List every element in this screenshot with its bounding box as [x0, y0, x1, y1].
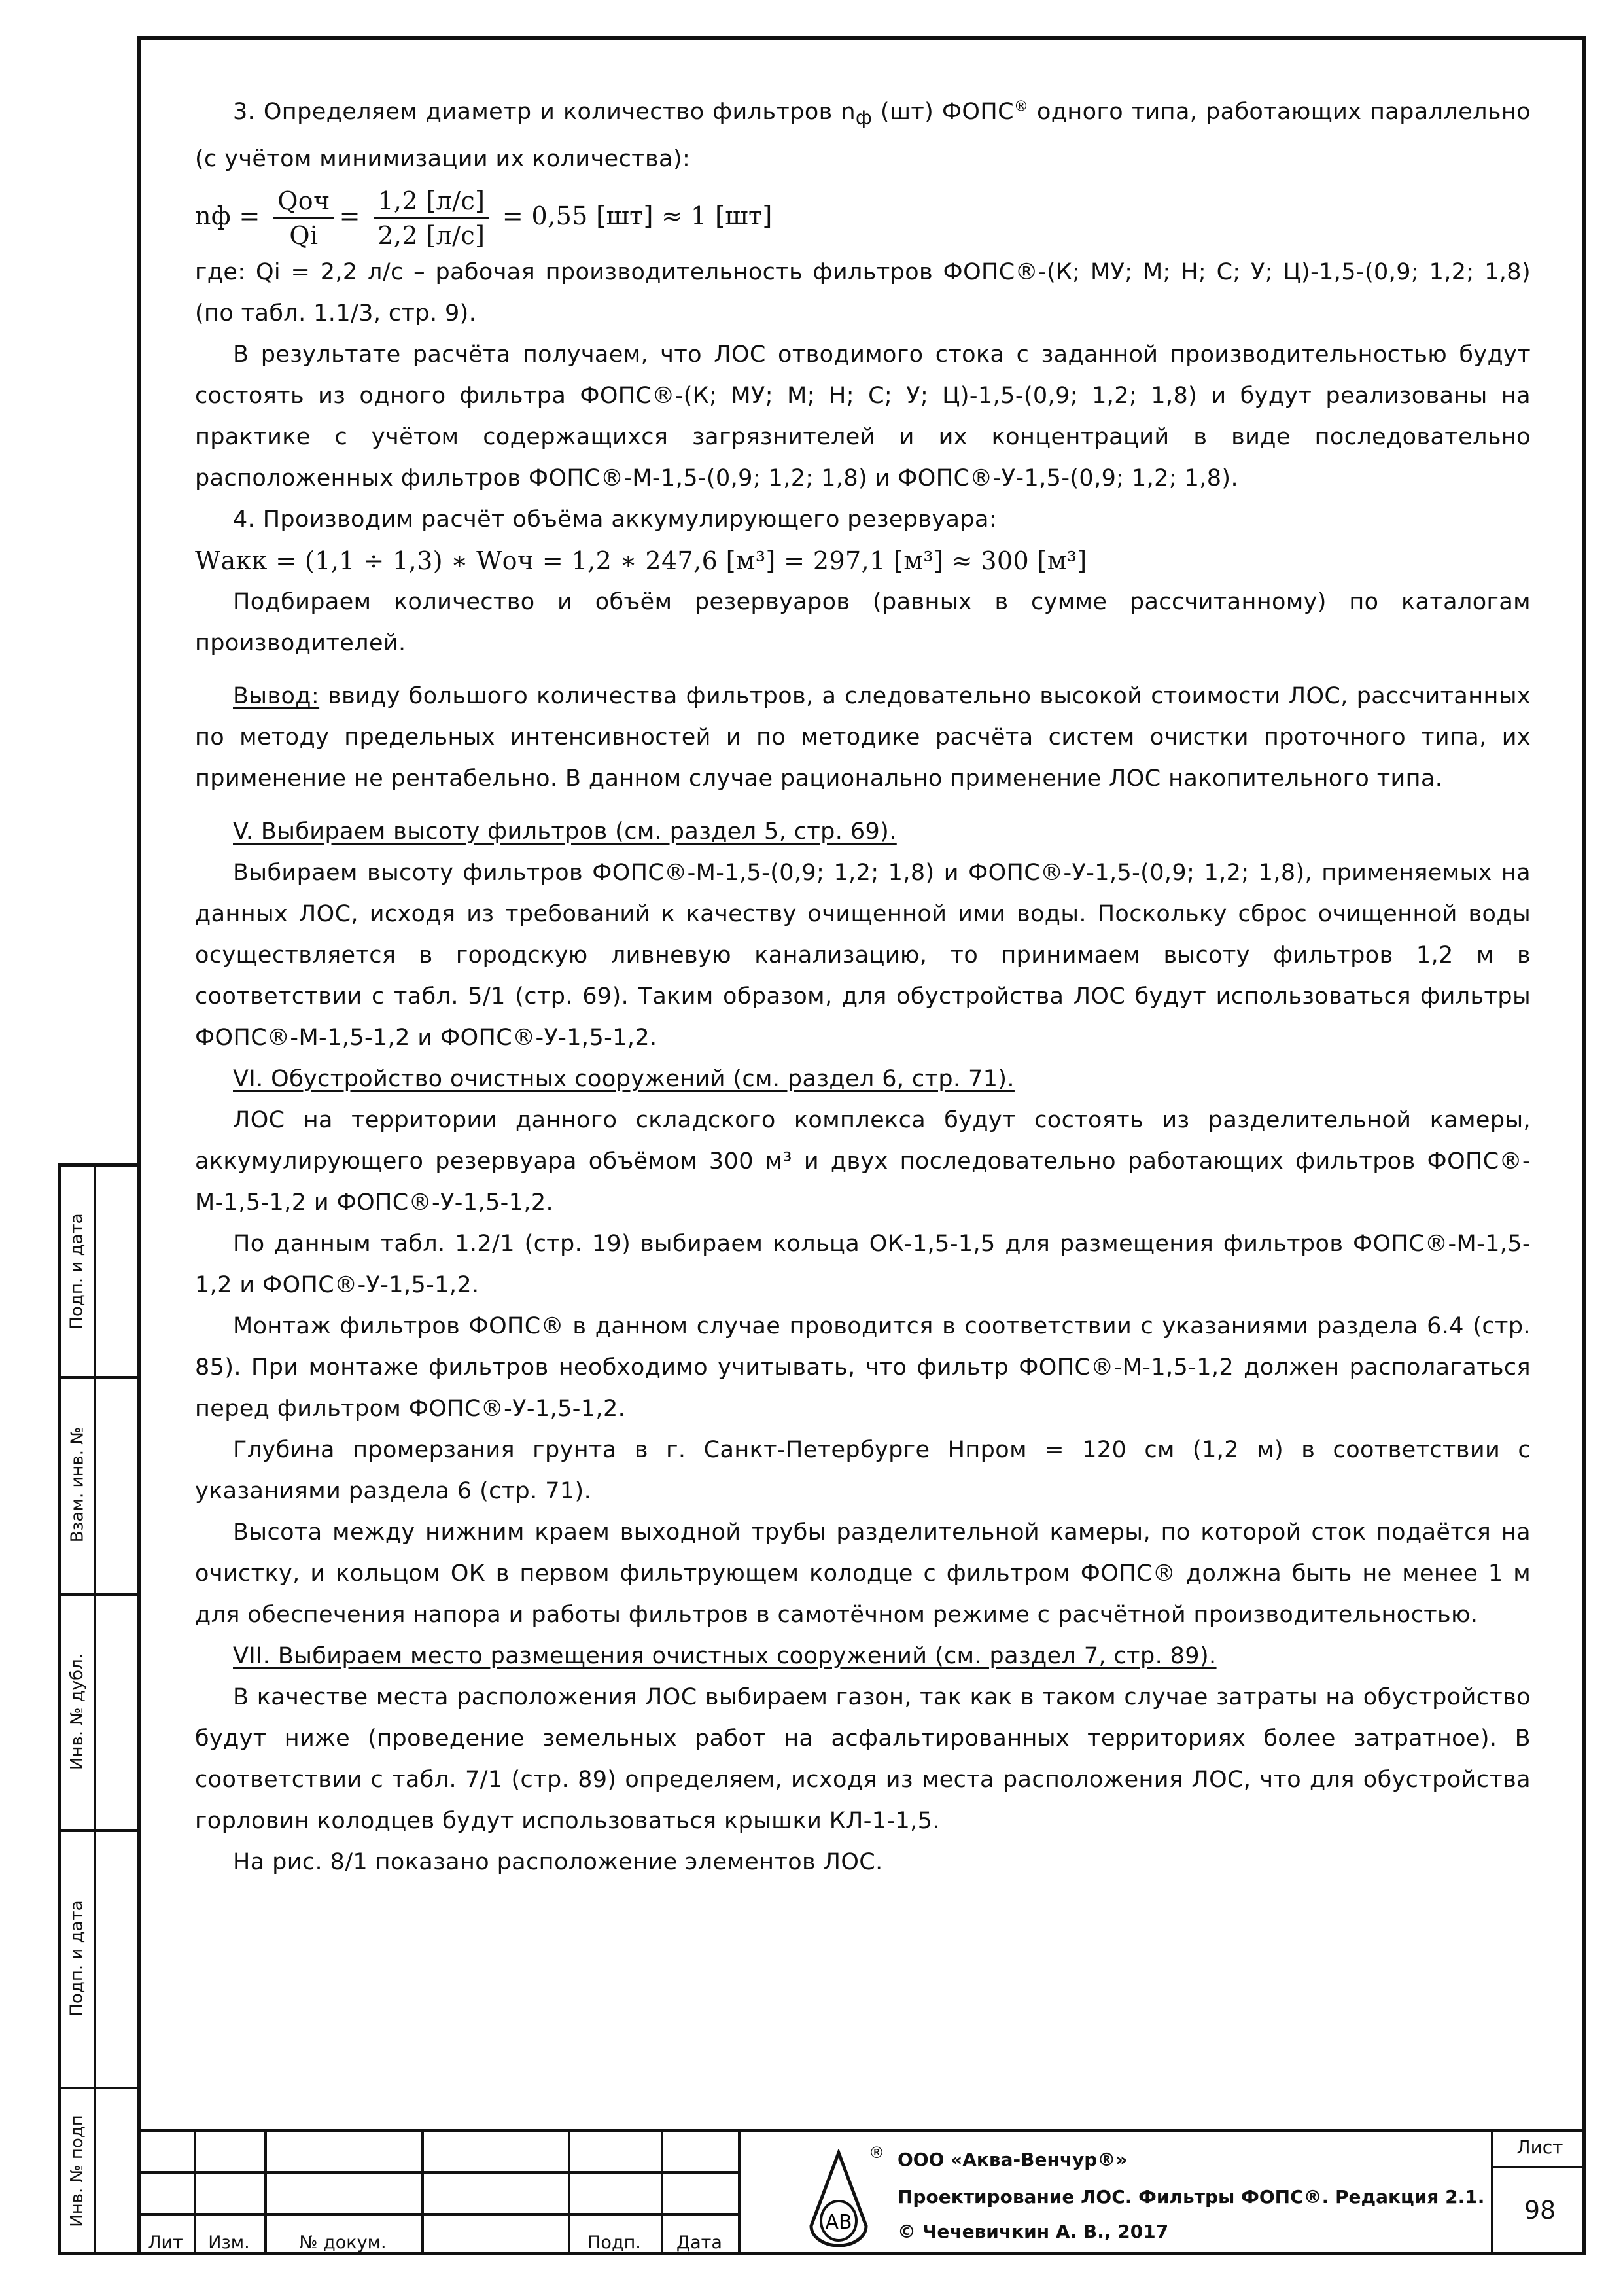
paragraph-step-4: 4. Производим расчёт объёма аккумулирующего резервуара:	[233, 506, 998, 533]
logo-text: АВ	[825, 2211, 852, 2234]
section-heading-v	[195, 811, 1531, 853]
paragraph-where: где: Qi = 2,2 л/с – рабочая производительность фильтров ФОПС®-(К; МУ; М; Н; С; У; Ц)-1,5-(0,9; 1,2; 1,8) (по табл. 1.1/3, стр. 9).	[195, 259, 1531, 327]
fraction-numeric	[374, 186, 489, 251]
formula-tank-volume: Wакк = (1,1 ÷ 1,3) ∗ Wоч = 1,2 ∗ 247,6 [м³] = 297,1 [м³] ≈ 300 [м³]	[195, 546, 1087, 575]
logo-registered-mark: ®	[869, 2144, 884, 2162]
side-stamp-divider	[94, 1167, 96, 2252]
paragraph-location: В качестве места расположения ЛОС выбираем газон, так как в таком случае затраты на обустройство будут ниже (проведение земельных работ на асфальтированных территориях более затратное). В соответствии с табл. 7/1 (стр. 89) определяем, исходя из места расположения ЛОС, что для обустройства горловин колодцев будут использоваться крышки КЛ-1-1,5.	[195, 1684, 1531, 1834]
column-izm: Изм.	[208, 2233, 250, 2253]
paragraph-step-3	[195, 92, 1531, 180]
column-lit: Лит	[148, 2233, 183, 2253]
revision-col-line	[421, 2129, 424, 2255]
sheet-number-box	[1491, 2129, 1586, 2255]
sheet-number: 98	[1524, 2196, 1556, 2225]
spacer	[195, 664, 1531, 676]
side-stamp	[58, 1163, 141, 2255]
org-name: ООО «Аква-Венчур®»	[898, 2149, 1128, 2170]
paragraph-figure-ref: На рис. 8/1 показано расположение элементов ЛОС.	[233, 1849, 883, 1875]
document-title: Проектирование ЛОС. Фильтры ФОПС®. Редакция 2.1.	[898, 2186, 1485, 2208]
side-stamp-orig-inv: Инв. № подп	[67, 2115, 87, 2227]
side-stamp-dup-inv: Инв. № дубл.	[67, 1653, 88, 1770]
section-heading-vii	[195, 1636, 1531, 1677]
paragraph-result: В результате расчёта получаем, что ЛОС отводимого стока с заданной производительностью будут состоять из одного фильтра ФОПС®-(К; МУ; М; Н; С; У; Ц)-1,5-(0,9; 1,2; 1,8) и будут реализованы на практике с учётом содержащихся загрязнителей и их концентраций в виде последовательно расположенных фильтров ФОПС®-М-1,5-(0,9; 1,2; 1,8) и ФОПС®-У-1,5-(0,9; 1,2; 1,8).	[195, 342, 1531, 491]
text-run: ввиду большого количества фильтров, а следовательно высокой стоимости ЛОС, рассчитанных по методу предельных интенсивностей и по методике расчёта систем очистки проточного типа, их применение не рентабельно. В данном случае рационально применение ЛОС накопительного типа.	[195, 683, 1531, 792]
side-stamp-sign-date-2: Подп. и дата	[67, 1899, 87, 2017]
fraction-numerator: 1,2 [л/с]	[374, 186, 489, 219]
paragraph-composition: ЛОС на территории данного складского комплекса будут состоять из разделительной камеры, аккумулирующего резервуара объёмом 300 м³ и двух последовательно работающих фильтров ФОПС®-М-1,5-1,2 и ФОПС®-У-1,5-1,2.	[195, 1107, 1531, 1216]
formula-rhs: = 0,55 [шт] ≈ 1 [шт]	[502, 202, 773, 230]
paragraph-tank-selection: Подбираем количество и объём резервуаров (равных в сумме рассчитанному) по каталогам производителей.	[195, 589, 1531, 656]
heading-text: V. Выбираем высоту фильтров (см. раздел 5, стр. 69).	[233, 819, 897, 845]
revision-row-line	[137, 2171, 738, 2174]
side-stamp-cell	[61, 1829, 94, 2087]
document-body	[195, 92, 1531, 1883]
side-stamp-cell	[61, 1376, 94, 1593]
paragraph-conclusion	[195, 676, 1531, 800]
paragraph-rings: По данным табл. 1.2/1 (стр. 19) выбираем кольца ОК-1,5-1,5 для размещения фильтров ФОПС®-М-1,5-1,2 и ФОПС®-У-1,5-1,2.	[195, 1231, 1531, 1298]
revision-table	[137, 2129, 738, 2255]
fraction-denominator: 2,2 [л/с]	[377, 221, 485, 250]
text-run: 3. Определяем диаметр и количество фильтров n	[233, 99, 856, 125]
side-stamp-replace-inv: Взам. инв. №	[67, 1426, 87, 1543]
column-date: Дата	[676, 2233, 722, 2253]
paragraph-height-difference: Высота между нижним краем выходной трубы разделительной камеры, по которой сток подаётся на очистку, и кольцом ОК в первом фильтрующем колодце с фильтром ФОПС® должна быть не менее 1 м для обеспечения напора и работы фильтров в самотёчном режиме с расчётной производительностью.	[195, 1519, 1531, 1628]
sheet-label: Лист	[1493, 2129, 1586, 2168]
heading-text: VII. Выбираем место размещения очистных сооружений (см. раздел 7, стр. 89).	[233, 1643, 1217, 1669]
side-stamp-cell	[61, 1167, 94, 1376]
heading-text: VI. Обустройство очистных сооружений (см. раздел 6, стр. 71).	[233, 1066, 1015, 1092]
paragraph-freezing-depth: Глубина промерзания грунта в г. Санкт-Петербурге Нпром = 120 см (1,2 м) в соответствии с указаниями раздела 6 (стр. 71).	[195, 1437, 1531, 1504]
fraction-numerator: Qоч	[273, 186, 334, 219]
paragraph-filter-height: Выбираем высоту фильтров ФОПС®-М-1,5-(0,9; 1,2; 1,8) и ФОПС®-У-1,5-(0,9; 1,2; 1,8), применяемых на данных ЛОС, исходя из требований к качеству очищенной ими воды. Поскольку сброс очищенной воды осуществляется в городскую ливневую канализацию, то принимаем высоту фильтров 1,2 м в соответствии с табл. 5/1 (стр. 69). Таким образом, для обустройства ЛОС будут использоваться фильтры ФОПС®-М-1,5-1,2 и ФОПС®-У-1,5-1,2.	[195, 860, 1531, 1051]
revision-row-line	[137, 2213, 738, 2216]
formula-filter-count: nф = $\frac{\text{Qоч}}{Qi}$ = $\frac{1,2 [л/с]}{2,2 [л/с]}$ = 0,55 [шт] ≈ 1 [шт]	[195, 186, 773, 250]
side-stamp-sign-date-1: Подп. и дата	[67, 1213, 87, 1330]
paragraph-mounting: Монтаж фильтров ФОПС® в данном случае проводится в соответствии с указаниями раздела 6.4 (стр. 85). При монтаже фильтров необходимо учитывать, что фильтр ФОПС®-М-1,5-1,2 должен располагаться перед фильтром ФОПС®-У-1,5-1,2.	[195, 1313, 1531, 1422]
section-heading-vi	[195, 1059, 1531, 1100]
column-doc-number: № докум.	[299, 2233, 387, 2253]
text-run: одного типа, работающих параллельно (с учётом минимизации их количества):	[195, 99, 1531, 172]
fraction-symbolic	[273, 186, 334, 251]
side-stamp-cell	[61, 2087, 94, 2255]
column-signature: Подп.	[587, 2233, 641, 2253]
side-stamp-cell	[61, 1593, 94, 1829]
conclusion-label: Вывод:	[233, 683, 320, 709]
title-block	[137, 2129, 1586, 2255]
company-logo	[806, 2149, 871, 2247]
spacer	[195, 800, 1531, 811]
registered-mark: ®	[1013, 98, 1029, 115]
copyright: © Чечевичкин А. В., 2017	[898, 2221, 1169, 2242]
text-run: (шт) ФОПС	[872, 99, 1014, 125]
formula-lhs: nф =	[195, 202, 260, 230]
fraction-denominator: Qi	[289, 221, 319, 250]
subscript: ф	[855, 107, 873, 129]
